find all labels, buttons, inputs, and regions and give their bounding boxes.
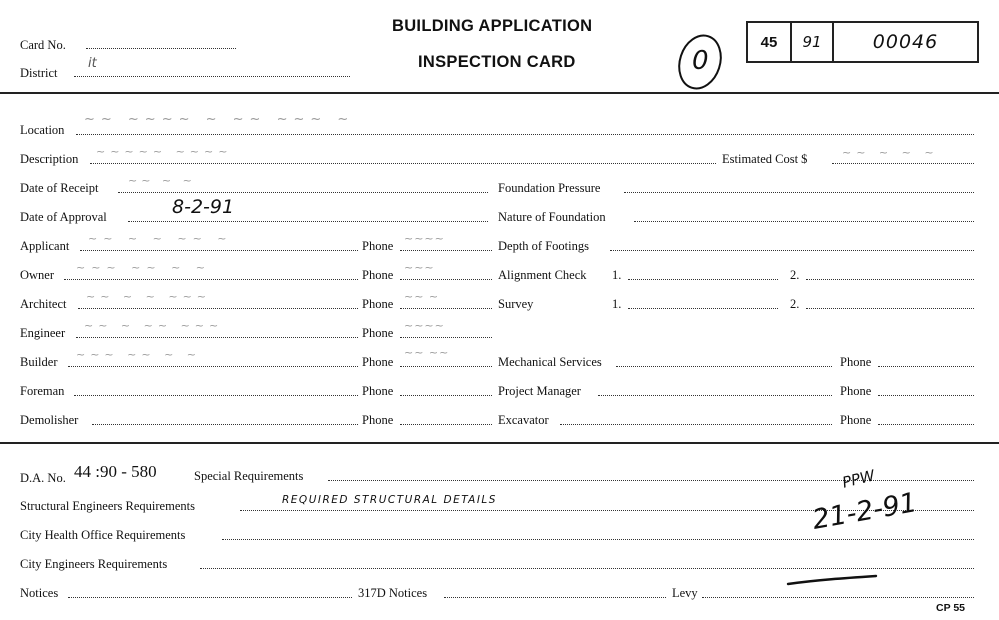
applicant-redacted-scribble: ~~ ~ ~ ~~ ~ (88, 232, 233, 245)
alignment-check-2-field (806, 279, 974, 280)
engineer-phone-field (400, 337, 492, 338)
owner-phone-field (400, 279, 492, 280)
notices-317d-field (444, 597, 666, 598)
builder-phone-label: Phone (362, 355, 394, 369)
alignment-check-1-label: 1. (612, 268, 622, 282)
architect-field (78, 308, 358, 309)
nature-of-foundation-field (634, 221, 974, 222)
levy-field (702, 597, 974, 598)
pen-stroke-icon (786, 573, 878, 587)
foreman-label: Foreman (20, 384, 65, 398)
form-code: CP 55 (936, 602, 965, 614)
levy-label: Levy (672, 586, 698, 600)
structural-engineers-label: Structural Engineers Requirements (20, 499, 195, 513)
reference-cell-1: 45 (748, 23, 792, 61)
depth-of-footings-label: Depth of Footings (498, 239, 589, 253)
description-field (90, 163, 716, 164)
description-label: Description (20, 152, 79, 166)
foreman-phone-field (400, 395, 492, 396)
header-divider (0, 92, 999, 94)
location-field (76, 134, 974, 135)
architect-phone-label: Phone (362, 297, 394, 311)
form-title: BUILDING APPLICATION (392, 17, 593, 35)
date-of-receipt-redacted-scribble: ~~ ~ ~ (128, 174, 196, 187)
notices-field (68, 597, 352, 598)
survey-2-field (806, 308, 974, 309)
district-field (74, 76, 350, 77)
circled-number-text: 0 (692, 46, 709, 76)
excavator-field (560, 424, 832, 425)
district-value: it (88, 56, 97, 71)
applicant-phone-field (400, 250, 492, 251)
excavator-phone-label: Phone (840, 413, 872, 427)
excavator-label: Excavator (498, 413, 549, 427)
foundation-pressure-field (624, 192, 974, 193)
form-subtitle: INSPECTION CARD (418, 53, 576, 71)
signed-date: 21-2-91 (810, 487, 920, 536)
applicant-phone-redacted-scribble: ~~~~ (404, 232, 445, 245)
survey-label: Survey (498, 297, 534, 311)
engineer-redacted-scribble: ~~ ~ ~~ ~~~ (84, 319, 224, 332)
applicant-phone-label: Phone (362, 239, 394, 253)
survey-1-field (628, 308, 778, 309)
foreman-phone-label: Phone (362, 384, 394, 398)
owner-phone-label: Phone (362, 268, 394, 282)
reference-box (746, 21, 979, 63)
city-engineers-field (200, 568, 974, 569)
card-no-field (86, 48, 236, 49)
builder-redacted-scribble: ~~~ ~~ ~ ~ (76, 348, 202, 361)
notices-317d-label: 317D Notices (358, 586, 428, 600)
builder-label: Builder (20, 355, 58, 369)
excavator-phone-field (878, 424, 974, 425)
owner-label: Owner (20, 268, 55, 282)
mechanical-services-field (616, 366, 832, 367)
demolisher-label: Demolisher (20, 413, 79, 427)
project-manager-field (598, 395, 832, 396)
mechanical-services-label: Mechanical Services (498, 355, 602, 369)
date-of-approval-field (128, 221, 488, 222)
survey-1-label: 1. (612, 297, 622, 311)
estimated-cost-redacted-scribble: ~~ ~ ~ ~ (842, 146, 939, 159)
demolisher-phone-field (400, 424, 492, 425)
engineer-label: Engineer (20, 326, 66, 340)
owner-phone-redacted-scribble: ~~~ (404, 261, 435, 274)
builder-field (68, 366, 358, 367)
applicant-field (80, 250, 358, 251)
engineer-field (76, 337, 358, 338)
card-no-label: Card No. (20, 38, 66, 52)
location-label: Location (20, 123, 65, 137)
alignment-check-1-field (628, 279, 778, 280)
date-of-receipt-label: Date of Receipt (20, 181, 99, 195)
builder-phone-redacted-scribble: ~~ ~~ (404, 346, 450, 359)
date-of-approval-value: 8-2-91 (172, 196, 235, 218)
mechanical-services-phone-field (878, 366, 974, 367)
survey-2-label: 2. (790, 297, 800, 311)
foundation-pressure-label: Foundation Pressure (498, 181, 601, 195)
project-manager-phone-field (878, 395, 974, 396)
city-health-field (222, 539, 974, 540)
initials: PPW (840, 466, 877, 492)
district-label: District (20, 66, 58, 80)
demolisher-phone-label: Phone (362, 413, 394, 427)
circled-number (670, 30, 730, 94)
owner-redacted-scribble: ~~~ ~~ ~ ~ (76, 261, 212, 274)
location-redacted-scribble: ~~ ~~~~ ~ ~~ ~~~ ~ (84, 112, 355, 127)
estimated-cost-label: Estimated Cost $ (722, 152, 808, 166)
nature-of-foundation-label: Nature of Foundation (498, 210, 606, 224)
estimated-cost-field (832, 163, 974, 164)
project-manager-phone-label: Phone (840, 384, 872, 398)
project-manager-label: Project Manager (498, 384, 581, 398)
depth-of-footings-field (610, 250, 974, 251)
engineer-phone-redacted-scribble: ~~~~ (404, 319, 445, 332)
alignment-check-label: Alignment Check (498, 268, 587, 282)
special-requirements-label: Special Requirements (194, 469, 304, 483)
date-of-approval-label: Date of Approval (20, 210, 107, 224)
da-no-label: D.A. No. (20, 471, 66, 485)
reference-cell-3: 00046 (872, 31, 939, 53)
notices-label: Notices (20, 586, 59, 600)
foreman-field (74, 395, 358, 396)
reference-cell-2: 91 (792, 23, 834, 61)
alignment-check-2-label: 2. (790, 268, 800, 282)
city-engineers-label: City Engineers Requirements (20, 557, 168, 571)
section-divider (0, 442, 999, 444)
date-of-receipt-field (118, 192, 488, 193)
architect-redacted-scribble: ~~ ~ ~ ~~~ (86, 290, 212, 303)
architect-label: Architect (20, 297, 67, 311)
demolisher-field (92, 424, 358, 425)
architect-phone-redacted-scribble: ~~ ~ (404, 290, 440, 303)
mechanical-services-phone-label: Phone (840, 355, 872, 369)
engineer-phone-label: Phone (362, 326, 394, 340)
owner-field (64, 279, 358, 280)
special-requirements-field (328, 480, 974, 481)
architect-phone-field (400, 308, 492, 309)
description-redacted-scribble: ~~~~~ ~~~~ (96, 145, 233, 158)
structural-engineers-value: REQUIRED STRUCTURAL DETAILS (282, 494, 497, 506)
levy-stroke (786, 573, 878, 587)
city-health-label: City Health Office Requirements (20, 528, 186, 542)
applicant-label: Applicant (20, 239, 70, 253)
builder-phone-field (400, 366, 492, 367)
da-no-value: 44 :90 - 580 (74, 462, 157, 481)
